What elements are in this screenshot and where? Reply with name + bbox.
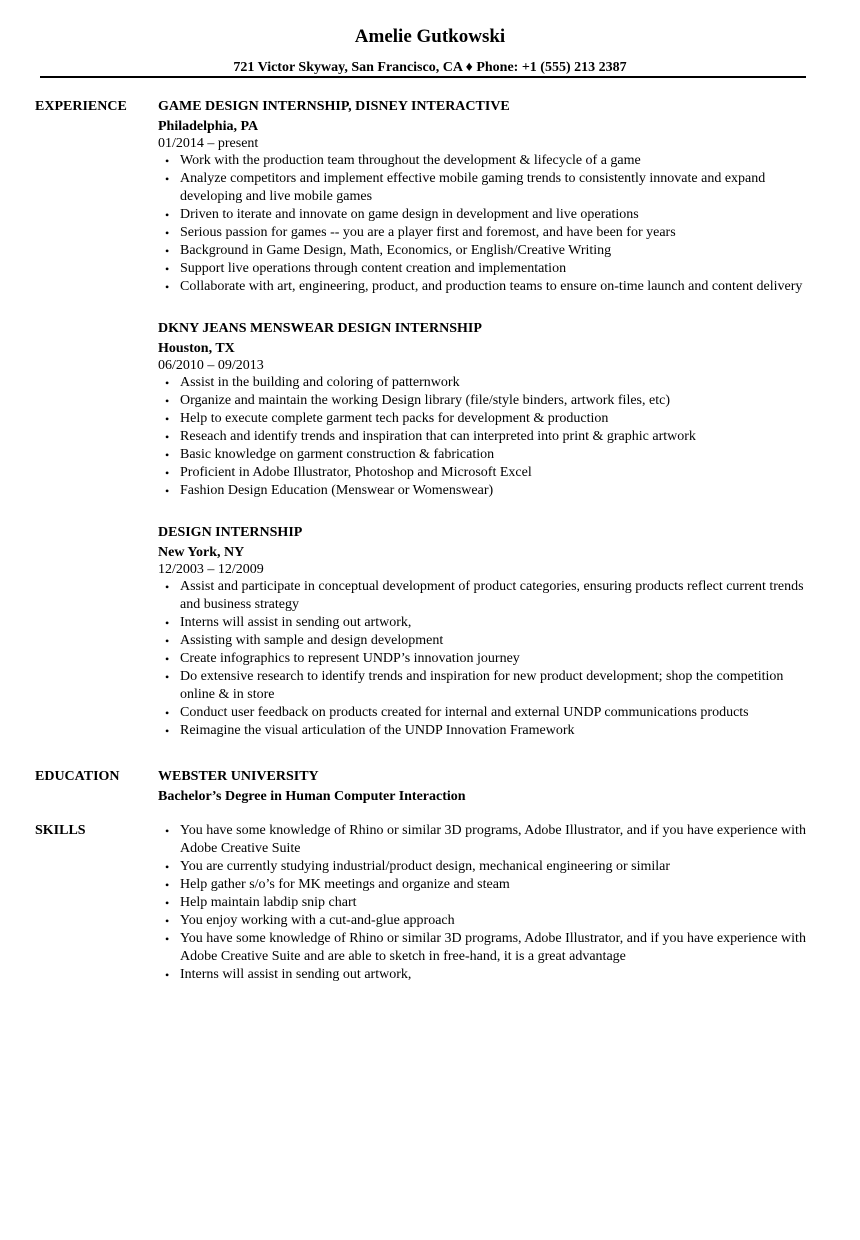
bullet-dot-icon: •	[165, 376, 170, 390]
bullet-item	[158, 930, 810, 966]
bullet-item	[158, 722, 810, 740]
bullet-dot-icon: •	[165, 466, 170, 480]
bullet-text: Background in Game Design, Math, Economics, or English/Creative Writing	[180, 243, 612, 258]
bullet-text: Create infographics to represent UNDP’s innovation journey	[180, 651, 520, 666]
bullet-dot-icon: •	[165, 932, 170, 946]
job-entry	[158, 320, 810, 500]
bullet-text: Basic knowledge on garment construction & fabrication	[180, 447, 495, 462]
bullet-dot-icon: •	[165, 634, 170, 648]
bullet-dot-icon: •	[165, 706, 170, 720]
bullet-text: Assisting with sample and design development	[180, 633, 444, 648]
job-dates: 12/2003 – 12/2009	[158, 562, 264, 577]
bullet-text: Driven to iterate and innovate on game design in development and live operations	[180, 207, 639, 222]
education-section	[35, 768, 810, 806]
job-title: DKNY JEANS MENSWEAR DESIGN INTERNSHIP	[158, 321, 482, 336]
job-bullets	[158, 578, 810, 740]
experience-list	[158, 98, 810, 740]
bullet-dot-icon: •	[165, 878, 170, 892]
job-entry	[158, 524, 810, 740]
resume-content	[35, 98, 810, 984]
bullet-item	[158, 650, 810, 668]
bullet-dot-icon: •	[165, 616, 170, 630]
bullet-item	[158, 858, 810, 876]
bullet-text: Fashion Design Education (Menswear or Womenswear)	[180, 483, 494, 498]
bullet-text: You have some knowledge of Rhino or similar 3D programs, Adobe Illustrator, and if you have experience with Adobe Creative Suite	[180, 823, 806, 856]
bullet-item	[158, 482, 810, 500]
bullet-text: You have some knowledge of Rhino or similar 3D programs, Adobe Illustrator, and if you have experience with Adobe Creative Suite and are able to sketch in free-hand, it is a great advantage	[180, 931, 806, 964]
bullet-item	[158, 410, 810, 428]
skills-section	[35, 822, 810, 984]
resume-header	[0, 0, 860, 77]
experience-section	[35, 98, 810, 740]
bullet-text: You are currently studying industrial/product design, mechanical engineering or similar	[180, 859, 671, 874]
bullet-item	[158, 464, 810, 482]
bullet-text: Help to execute complete garment tech packs for development & production	[180, 411, 609, 426]
bullet-dot-icon: •	[165, 280, 170, 294]
bullet-dot-icon: •	[165, 484, 170, 498]
bullet-item	[158, 392, 810, 410]
job-location: New York, NY	[158, 545, 245, 560]
bullet-text: Work with the production team throughout the development & lifecycle of a game	[180, 153, 641, 168]
job-dates: 06/2010 – 09/2013	[158, 358, 264, 373]
candidate-name: Amelie Gutkowski	[354, 26, 506, 47]
bullet-item	[158, 374, 810, 392]
bullet-item	[158, 170, 810, 206]
section-label-experience: EXPERIENCE	[35, 99, 127, 114]
bullet-text: Conduct user feedback on products created for internal and external UNDP communications products	[180, 705, 749, 720]
bullet-text: Organize and maintain the working Design library (file/style binders, artwork files, etc)	[180, 393, 670, 408]
bullet-dot-icon: •	[165, 860, 170, 874]
bullet-text: Assist and participate in conceptual development of product categories, ensuring products reflect current trends and business strategy	[180, 579, 804, 612]
bullet-dot-icon: •	[165, 262, 170, 276]
bullet-dot-icon: •	[165, 412, 170, 426]
bullet-text: Do extensive research to identify trends and inspiration for new product development; shop the competition online & in store	[180, 669, 784, 702]
job-dates: 01/2014 – present	[158, 136, 259, 151]
contact-line: 721 Victor Skyway, San Francisco, CA ♦ Phone: +1 (555) 213 2387	[233, 60, 627, 75]
bullet-item	[158, 632, 810, 650]
job-title: DESIGN INTERNSHIP	[158, 525, 303, 540]
bullet-text: Assist in the building and coloring of patternwork	[180, 375, 460, 390]
bullet-dot-icon: •	[165, 394, 170, 408]
job-bullets	[158, 152, 810, 296]
bullet-item	[158, 152, 810, 170]
bullet-item	[158, 242, 810, 260]
bullet-dot-icon: •	[165, 824, 170, 838]
job-location: Houston, TX	[158, 341, 235, 356]
bullet-item	[158, 278, 810, 296]
bullet-item	[158, 668, 810, 704]
bullet-text: You enjoy working with a cut-and-glue approach	[180, 913, 455, 928]
bullet-dot-icon: •	[165, 154, 170, 168]
bullet-item	[158, 876, 810, 894]
job-entry	[158, 98, 810, 296]
bullet-dot-icon: •	[165, 670, 170, 684]
bullet-dot-icon: •	[165, 914, 170, 928]
bullet-item	[158, 446, 810, 464]
bullet-item	[158, 822, 810, 858]
job-title: GAME DESIGN INTERNSHIP, DISNEY INTERACTIVE	[158, 99, 510, 114]
degree-name: Bachelor’s Degree in Human Computer Interaction	[158, 789, 466, 804]
job-bullets	[158, 374, 810, 500]
bullet-item	[158, 224, 810, 242]
bullet-text: Reimagine the visual articulation of the UNDP Innovation Framework	[180, 723, 575, 738]
bullet-item	[158, 912, 810, 930]
bullet-dot-icon: •	[165, 244, 170, 258]
skills-list-wrapper	[158, 822, 810, 984]
bullet-text: Analyze competitors and implement effective mobile gaming trends to consistently innovate and expand developing and live mobile games	[180, 171, 766, 204]
bullet-dot-icon: •	[165, 724, 170, 738]
bullet-dot-icon: •	[165, 208, 170, 222]
section-label-education: EDUCATION	[35, 769, 120, 784]
bullet-text: Help gather s/o’s for MK meetings and organize and steam	[180, 877, 510, 892]
header-divider	[40, 76, 806, 78]
bullet-text: Interns will assist in sending out artwork,	[180, 967, 412, 982]
bullet-dot-icon: •	[165, 896, 170, 910]
bullet-item	[158, 894, 810, 912]
bullet-text: Serious passion for games -- you are a player first and foremost, and have been for years	[180, 225, 676, 240]
bullet-item	[158, 260, 810, 278]
bullet-dot-icon: •	[165, 580, 170, 594]
bullet-dot-icon: •	[165, 172, 170, 186]
section-label-skills: SKILLS	[35, 823, 86, 838]
bullet-dot-icon: •	[165, 226, 170, 240]
job-location: Philadelphia, PA	[158, 119, 259, 134]
bullet-dot-icon: •	[165, 968, 170, 982]
bullet-item	[158, 206, 810, 224]
bullet-item	[158, 578, 810, 614]
school-name: WEBSTER UNIVERSITY	[158, 769, 319, 784]
bullet-item	[158, 966, 810, 984]
bullet-text: Help maintain labdip snip chart	[180, 895, 357, 910]
bullet-dot-icon: •	[165, 430, 170, 444]
bullet-item	[158, 614, 810, 632]
bullet-text: Reseach and identify trends and inspiration that can interpreted into print & graphic artwork	[180, 429, 696, 444]
education-entry	[158, 768, 810, 806]
bullet-dot-icon: •	[165, 652, 170, 666]
bullet-item	[158, 428, 810, 446]
bullet-text: Collaborate with art, engineering, product, and production teams to ensure on-time launch and content delivery	[180, 279, 803, 294]
bullet-text: Support live operations through content creation and implementation	[180, 261, 567, 276]
bullet-text: Interns will assist in sending out artwork,	[180, 615, 412, 630]
skills-list	[158, 822, 810, 984]
bullet-item	[158, 704, 810, 722]
bullet-dot-icon: •	[165, 448, 170, 462]
bullet-text: Proficient in Adobe Illustrator, Photoshop and Microsoft Excel	[180, 465, 532, 480]
